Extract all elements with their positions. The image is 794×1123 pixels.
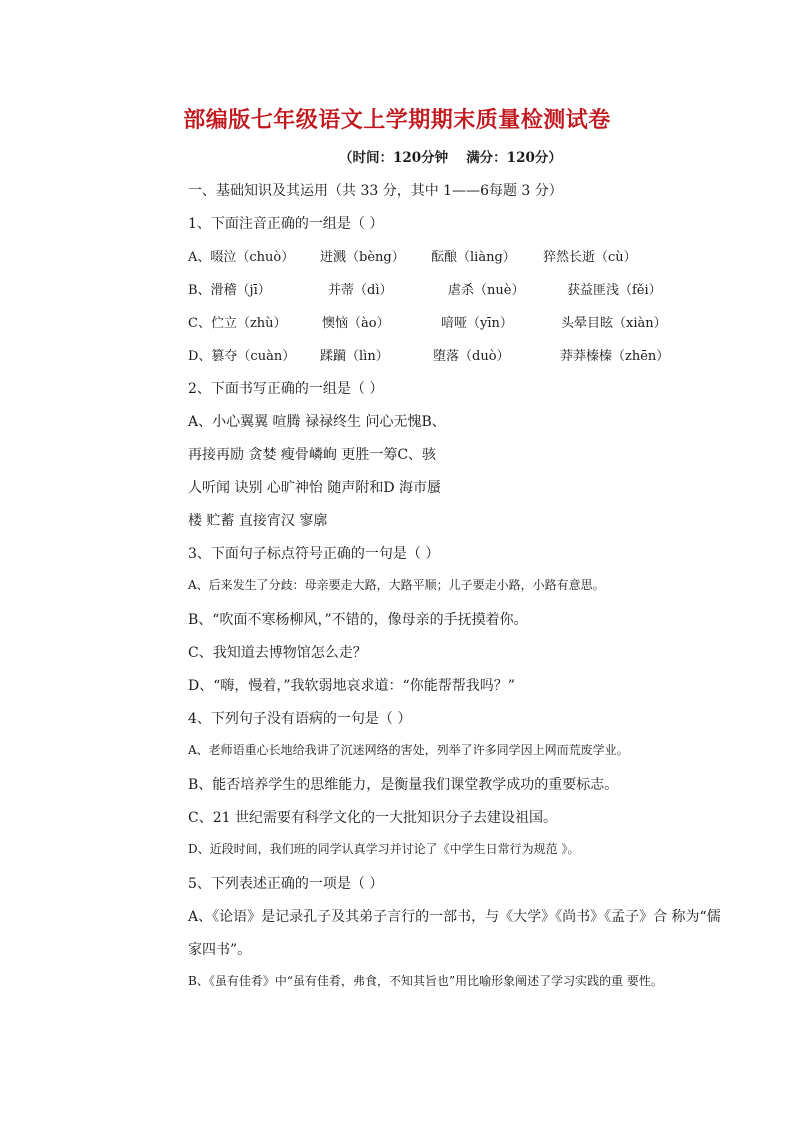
q1-option-c-word3: 喑哑（yīn） xyxy=(441,316,513,331)
q1-option-a: A、啜泣（chuò） xyxy=(188,250,295,265)
q3-option-c: C、我知道去博物馆怎么走？ xyxy=(188,645,367,661)
q4-option-d: D、近段时间，我们班的同学认真学习并讨论了《中学生日常行为规范 》。 xyxy=(188,842,580,856)
question-5-stem: 5、下列表述正确的一项是（ ） xyxy=(188,876,384,892)
q1-option-d: D、篡夺（cuàn） xyxy=(188,349,296,364)
section-heading: 一、基础知识及其运用（共 33 分，其中 1——6每题 3 分） xyxy=(188,183,563,199)
q5-option-a-cont: 家四书”。 xyxy=(188,942,252,958)
q3-option-b: B、“吹面不寒杨柳风，”不错的，像母亲的手抚摸着你。 xyxy=(188,612,528,628)
q4-option-b: B、能否培养学生的思维能力，是衡量我们课堂教学成功的重要标志。 xyxy=(188,777,619,793)
q1-option-d-word4: 莽莽榛榛（zhēn） xyxy=(560,349,670,364)
q1-option-b-word3: 虐杀（nuè） xyxy=(448,283,525,298)
q2-line-2: 再接再励 贪婪 瘦骨嶙峋 更胜一筹C、骇 xyxy=(188,447,437,463)
q3-option-a: A、后来发生了分歧：母亲要走大路，大路平顺；儿子要走小路，小路有意思。 xyxy=(188,578,605,592)
q1-option-b-word4: 获益匪浅（fěi） xyxy=(567,283,662,298)
exam-subtitle xyxy=(339,146,562,166)
question-2-stem: 2、下面书写正确的一组是（ ） xyxy=(188,381,384,397)
question-1-stem: 1、下面注音正确的一组是（ ） xyxy=(188,216,384,232)
q1-option-d-word3: 堕落（duò） xyxy=(433,349,510,364)
q1-option-a-word4: 猝然长逝（cù） xyxy=(543,250,637,265)
exam-title: 部编版七年级语文上学期期末质量检测试卷 xyxy=(183,107,611,133)
q5-option-b: B、《虽有佳肴》中“虽有佳肴，弗食，不知其旨也”用比喻形象阐述了学习实践的重 要性。 xyxy=(188,974,663,988)
q3-option-d: D、“嗨，慢着，”我软弱地哀求道：“你能帮帮我吗？” xyxy=(188,678,515,694)
full-score: 满分：120分） xyxy=(466,150,562,166)
q1-option-c-word2: 懊恼（ào） xyxy=(322,316,390,331)
q1-option-c: C、伫立（zhù） xyxy=(188,316,287,331)
q5-option-a: A、《论语》是记录孔子及其弟子言行的一部书，与《大学》《尚书》《孟子》合 称为“儒 xyxy=(188,909,721,925)
q1-option-c-word4: 头晕目眩（xiàn） xyxy=(561,316,667,331)
q4-option-a: A、老师语重心长地给我讲了沉迷网络的害处，列举了许多同学因上网而荒废学业。 xyxy=(188,743,629,757)
q2-line-4: 楼 贮蓄 直接宵汉 寥廓 xyxy=(188,513,328,529)
q1-option-b-word2: 并蒂（dì） xyxy=(328,283,393,298)
question-3-stem: 3、下面句子标点符号正确的一句是（ ） xyxy=(188,546,440,562)
q4-option-c: C、21 世纪需要有科学文化的一大批知识分子去建设祖国。 xyxy=(188,810,557,826)
question-4-stem: 4、下列句子没有语病的一句是（ ） xyxy=(188,711,412,727)
q1-option-a-word2: 迸溅（bèng） xyxy=(320,250,405,265)
q1-option-d-word2: 蹂躏（lìn） xyxy=(320,349,389,364)
time-limit: （时间：120分钟 xyxy=(339,150,449,166)
q1-option-b: B、滑稽（jī） xyxy=(188,283,271,298)
q1-option-a-word3: 酝酿（liàng） xyxy=(431,250,516,265)
q2-line-3: 人听闻 诀别 心旷神怡 随声附和D 海市蜃 xyxy=(188,480,442,496)
q2-line-1: A、小心翼翼 喧腾 禄禄终生 问心无愧B、 xyxy=(188,414,446,430)
